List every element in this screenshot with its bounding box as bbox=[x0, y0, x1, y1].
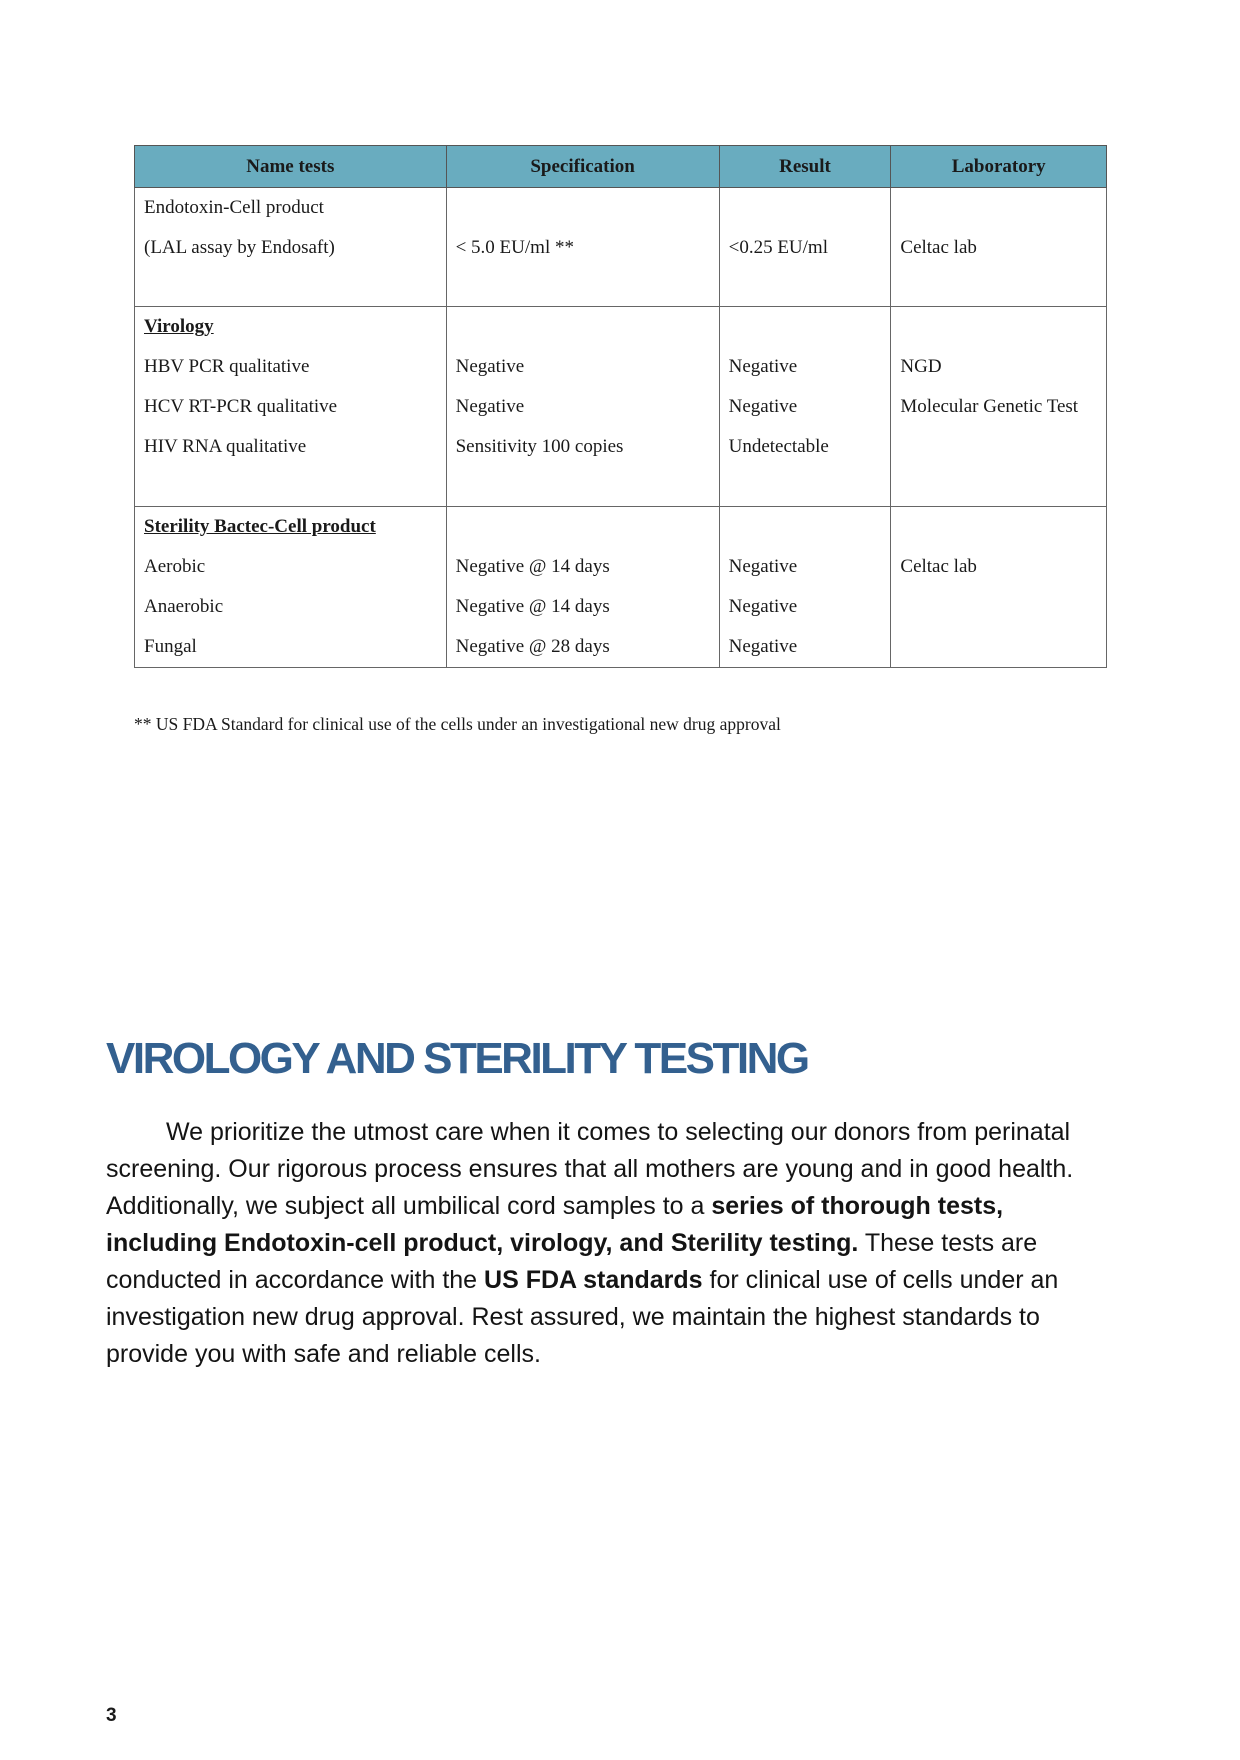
lab-value: Celtac lab bbox=[900, 556, 977, 577]
spec-value: Negative @ 28 days bbox=[455, 636, 610, 657]
result-value: Negative bbox=[728, 396, 798, 417]
result-value: Negative bbox=[728, 356, 798, 377]
test-method: (LAL assay by Endosaft) bbox=[144, 237, 335, 258]
lab-value: Celtac lab bbox=[900, 237, 977, 258]
cell-lab bbox=[891, 507, 1107, 668]
cell-name bbox=[135, 307, 447, 507]
body-text-part: These tests are conducted in accordance with the bbox=[106, 1229, 1038, 1294]
body-text-part: We prioritize the utmost care when it comes to selecting our donors from perinatal screening. Our rigorous process ensures that all mothers are young and in good health. Additionally, we subject all umbilical cord samples to a bbox=[106, 1118, 1074, 1220]
page-number: 3 bbox=[106, 1705, 117, 1726]
test-name: HBV PCR qualitative bbox=[144, 356, 310, 377]
section-title-virology: Virology bbox=[144, 316, 214, 337]
cell-result bbox=[719, 307, 891, 507]
section-heading: VIROLOGY AND STERILITY TESTING bbox=[106, 1034, 808, 1083]
test-name: HCV RT-PCR qualitative bbox=[144, 396, 338, 417]
header-laboratory: Laboratory bbox=[891, 146, 1107, 188]
table-footnote: ** US FDA Standard for clinical use of the cells under an investigational new drug approval bbox=[134, 714, 781, 734]
spec-value: Negative bbox=[455, 396, 525, 417]
header-name-tests: Name tests bbox=[135, 146, 447, 188]
cell-name bbox=[135, 507, 447, 668]
cell-name bbox=[135, 188, 447, 307]
spec-value: Negative @ 14 days bbox=[455, 596, 610, 617]
result-value: Negative bbox=[728, 596, 798, 617]
lab-value: NGD bbox=[900, 356, 942, 377]
test-results-table bbox=[134, 145, 1107, 668]
lab-value: Molecular Genetic Test bbox=[900, 396, 1079, 417]
test-name: Endotoxin-Cell product bbox=[144, 197, 324, 218]
body-text-part: for clinical use of cells under an investigation new drug approval. Rest assured, we maintain the highest standards to provide you with safe and reliable cells. bbox=[106, 1266, 1059, 1368]
spec-value: < 5.0 EU/ml ** bbox=[455, 237, 574, 258]
result-value: Undetectable bbox=[728, 436, 829, 457]
spec-value: Negative @ 14 days bbox=[455, 556, 610, 577]
result-value: Negative bbox=[728, 636, 798, 657]
table-header-row bbox=[135, 146, 1107, 188]
header-specification: Specification bbox=[446, 146, 719, 188]
section-title-sterility: Sterility Bactec-Cell product bbox=[144, 516, 376, 537]
test-name: Aerobic bbox=[144, 556, 206, 577]
table-row-endotoxin bbox=[135, 188, 1107, 307]
spec-value: Sensitivity 100 copies bbox=[455, 436, 624, 457]
cell-spec bbox=[446, 507, 719, 668]
table-row-sterility bbox=[135, 507, 1107, 668]
result-value: Negative bbox=[728, 556, 798, 577]
test-name: HIV RNA qualitative bbox=[144, 436, 307, 457]
result-value: <0.25 EU/ml bbox=[728, 237, 828, 258]
body-text-bold: US FDA standards bbox=[484, 1266, 703, 1294]
cell-spec bbox=[446, 307, 719, 507]
cell-result bbox=[719, 188, 891, 307]
section-body bbox=[106, 1114, 1116, 1373]
cell-result bbox=[719, 507, 891, 668]
cell-lab bbox=[891, 188, 1107, 307]
test-name: Anaerobic bbox=[144, 596, 224, 617]
cell-lab bbox=[891, 307, 1107, 507]
test-name: Fungal bbox=[144, 636, 197, 657]
cell-spec bbox=[446, 188, 719, 307]
spec-value: Negative bbox=[455, 356, 525, 377]
body-text-bold: series of thorough tests, including Endotoxin-cell product, virology, and Sterility testing. bbox=[106, 1192, 1004, 1257]
table-row-virology bbox=[135, 307, 1107, 507]
header-result: Result bbox=[719, 146, 891, 188]
